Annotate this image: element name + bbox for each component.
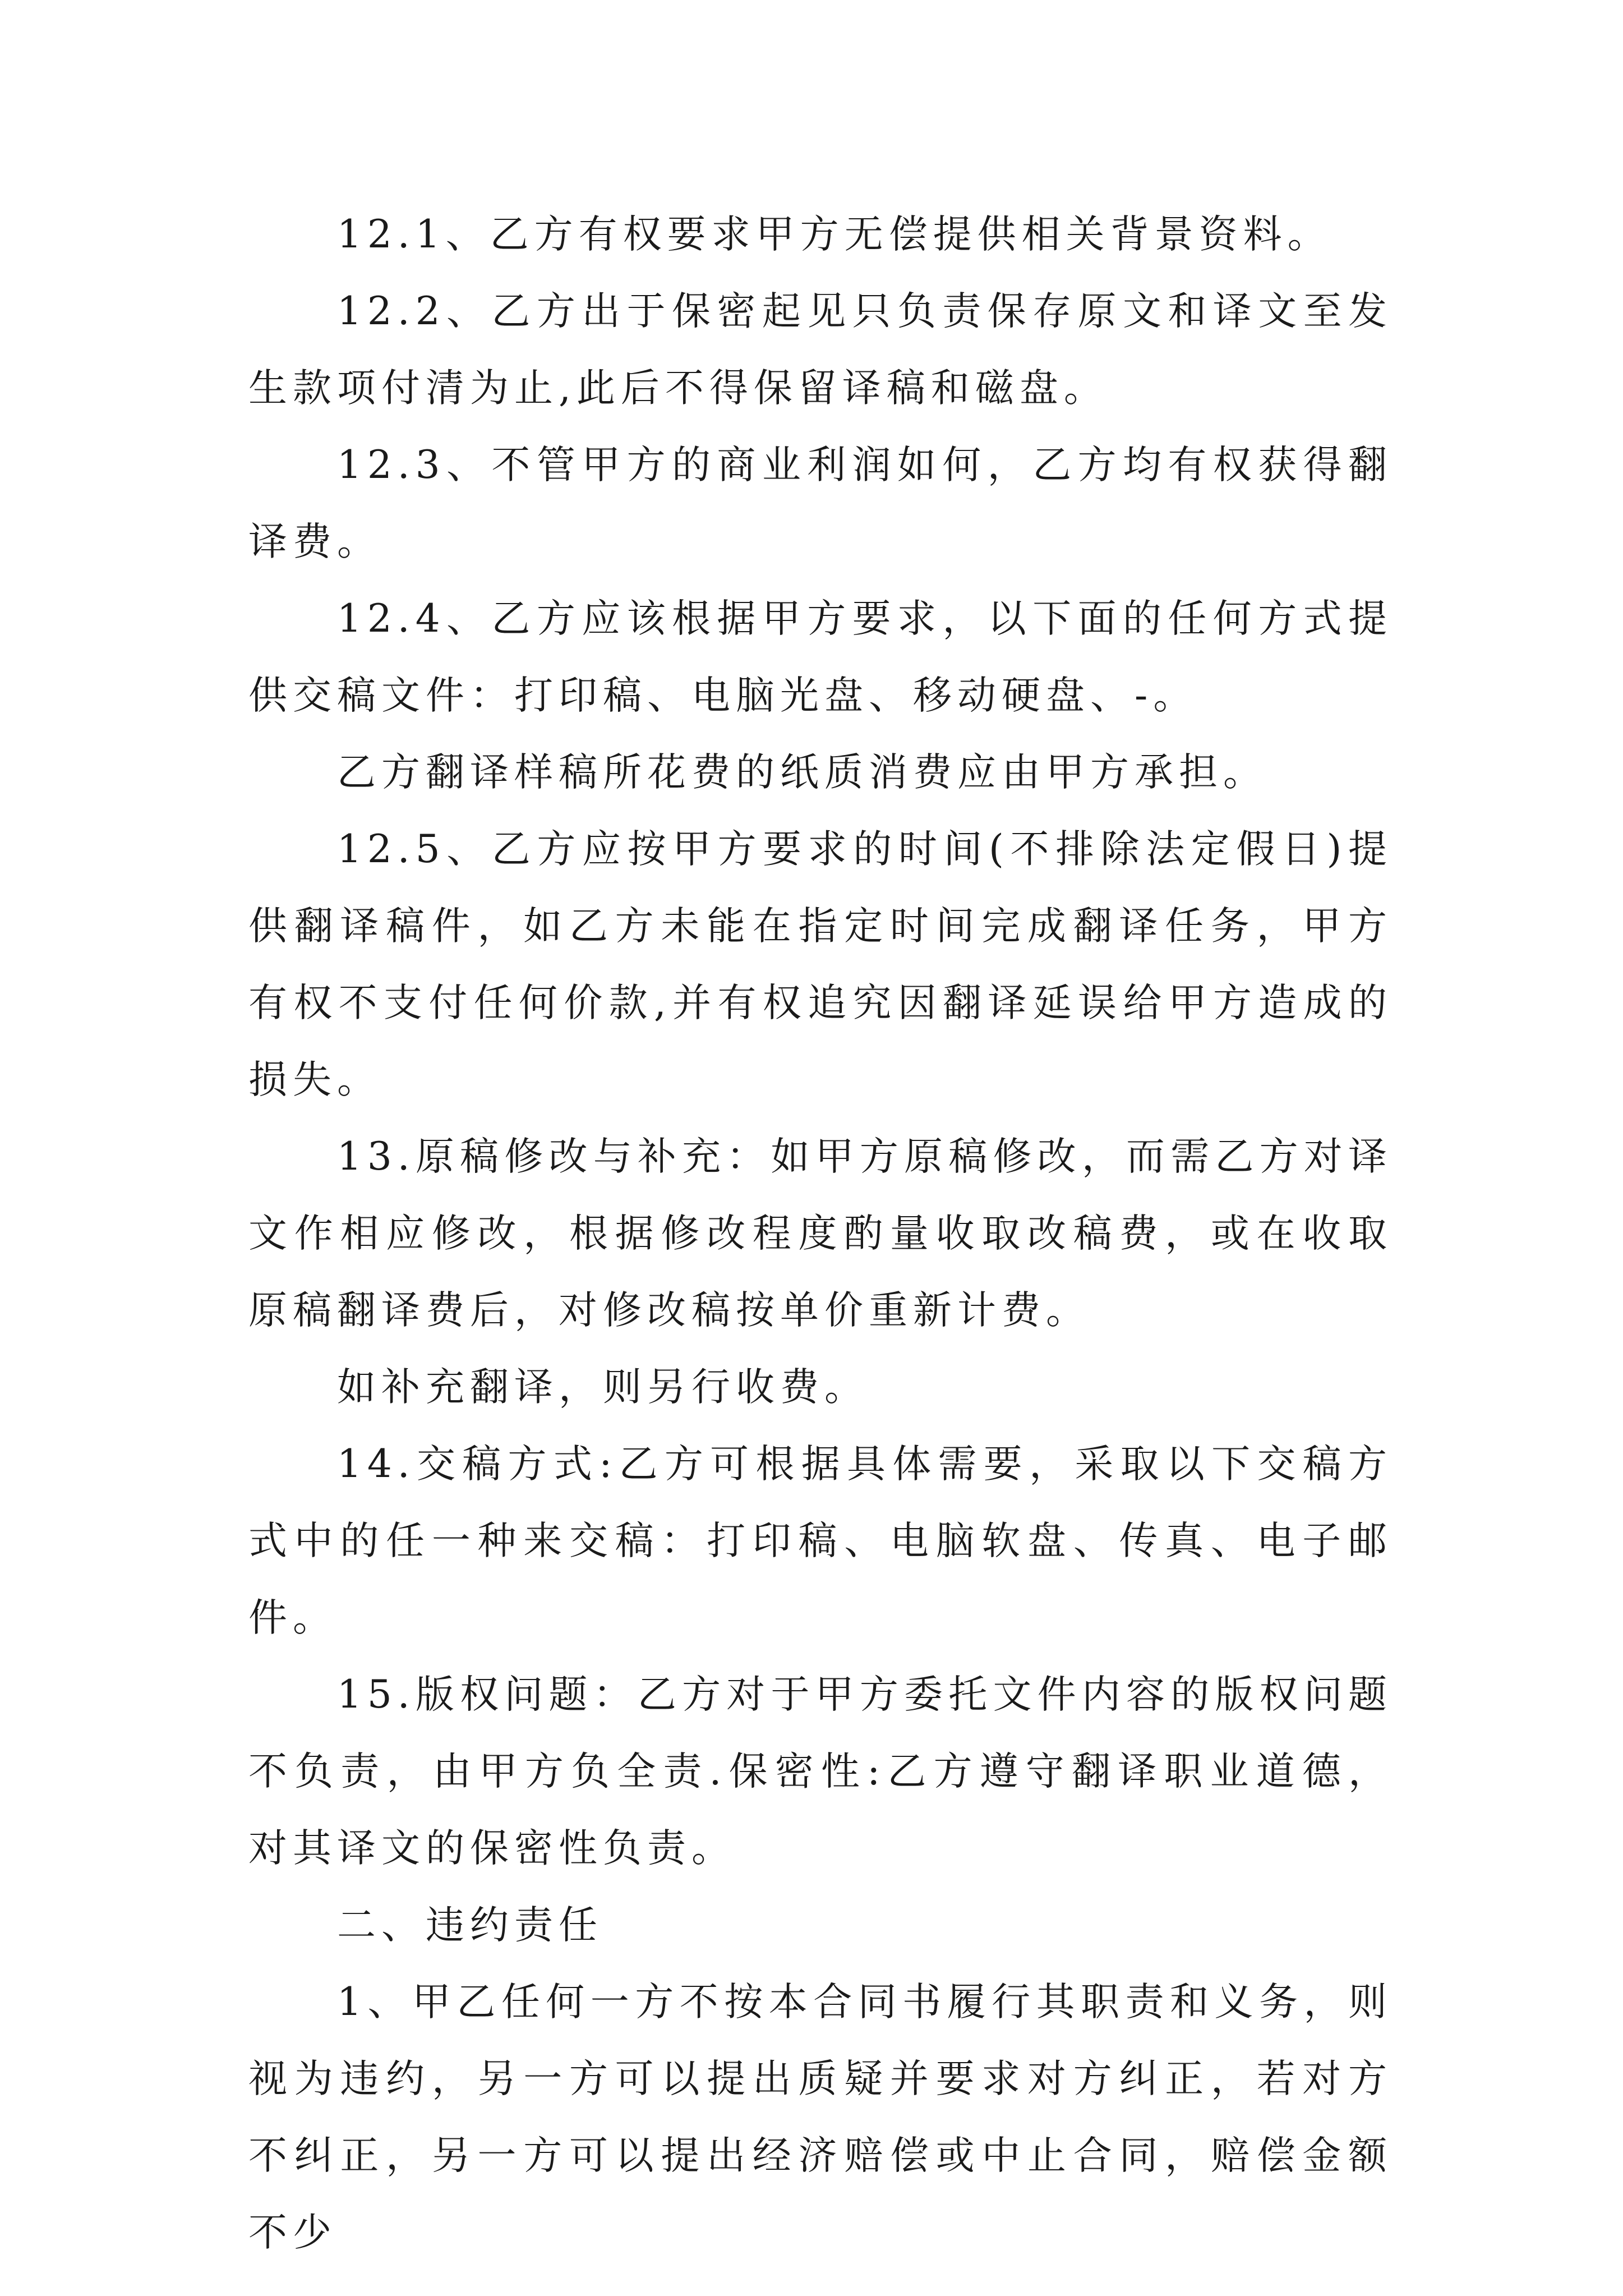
paragraph-12-4: 12.4、乙方应该根据甲方要求，以下面的任何方式提供交稿文件：打印稿、电脑光盘、移动硬盘、-。 bbox=[248, 596, 1393, 718]
document-body bbox=[248, 196, 1393, 2271]
paragraph-15: 15.版权问题：乙方对于甲方委托文件内容的版权问题不负责，由甲方负全责.保密性:乙方遵守翻译职业道德，对其译文的保密性负责。 bbox=[248, 1672, 1393, 1871]
paragraph-12-5: 12.5、乙方应按甲方要求的时间(不排除法定假日)提供翻译稿件，如乙方未能在指定时间完成翻译任务，甲方有权不支付任何价款,并有权追究因翻译延误给甲方造成的损失。 bbox=[248, 827, 1393, 1102]
paragraph-14: 14.交稿方式:乙方可根据具体需要，采取以下交稿方式中的任一种来交稿：打印稿、电脑软盘、传真、电子邮件。 bbox=[248, 1442, 1393, 1640]
paragraph-supplement: 如补充翻译，则另行收费。 bbox=[337, 1365, 869, 1410]
paragraph-13: 13.原稿修改与补充：如甲方原稿修改，而需乙方对译文作相应修改，根据修改程度酌量收取改稿费，或在收取原稿翻译费后，对修改稿按单价重新计费。 bbox=[248, 1134, 1393, 1333]
paragraph-sample-cost: 乙方翻译样稿所花费的纸质消费应由甲方承担。 bbox=[337, 750, 1267, 795]
section-heading-liability: 二、违约责任 bbox=[337, 1903, 603, 1948]
paragraph-12-1: 12.1、乙方有权要求甲方无偿提供相关背景资料。 bbox=[337, 212, 1332, 257]
paragraph-liability-1: 1、甲乙任何一方不按本合同书履行其职责和义务，则视为违约，另一方可以提出质疑并要求对方纠正，若对方不纠正，另一方可以提出经济赔偿或中止合同，赔偿金额不少 bbox=[248, 1980, 1393, 2255]
paragraph-12-2: 12.2、乙方出于保密起见只负责保存原文和译文至发生款项付清为止,此后不得保留译稿和磁盘。 bbox=[248, 289, 1393, 411]
paragraph-12-3: 12.3、不管甲方的商业利润如何，乙方均有权获得翻译费。 bbox=[248, 443, 1393, 564]
